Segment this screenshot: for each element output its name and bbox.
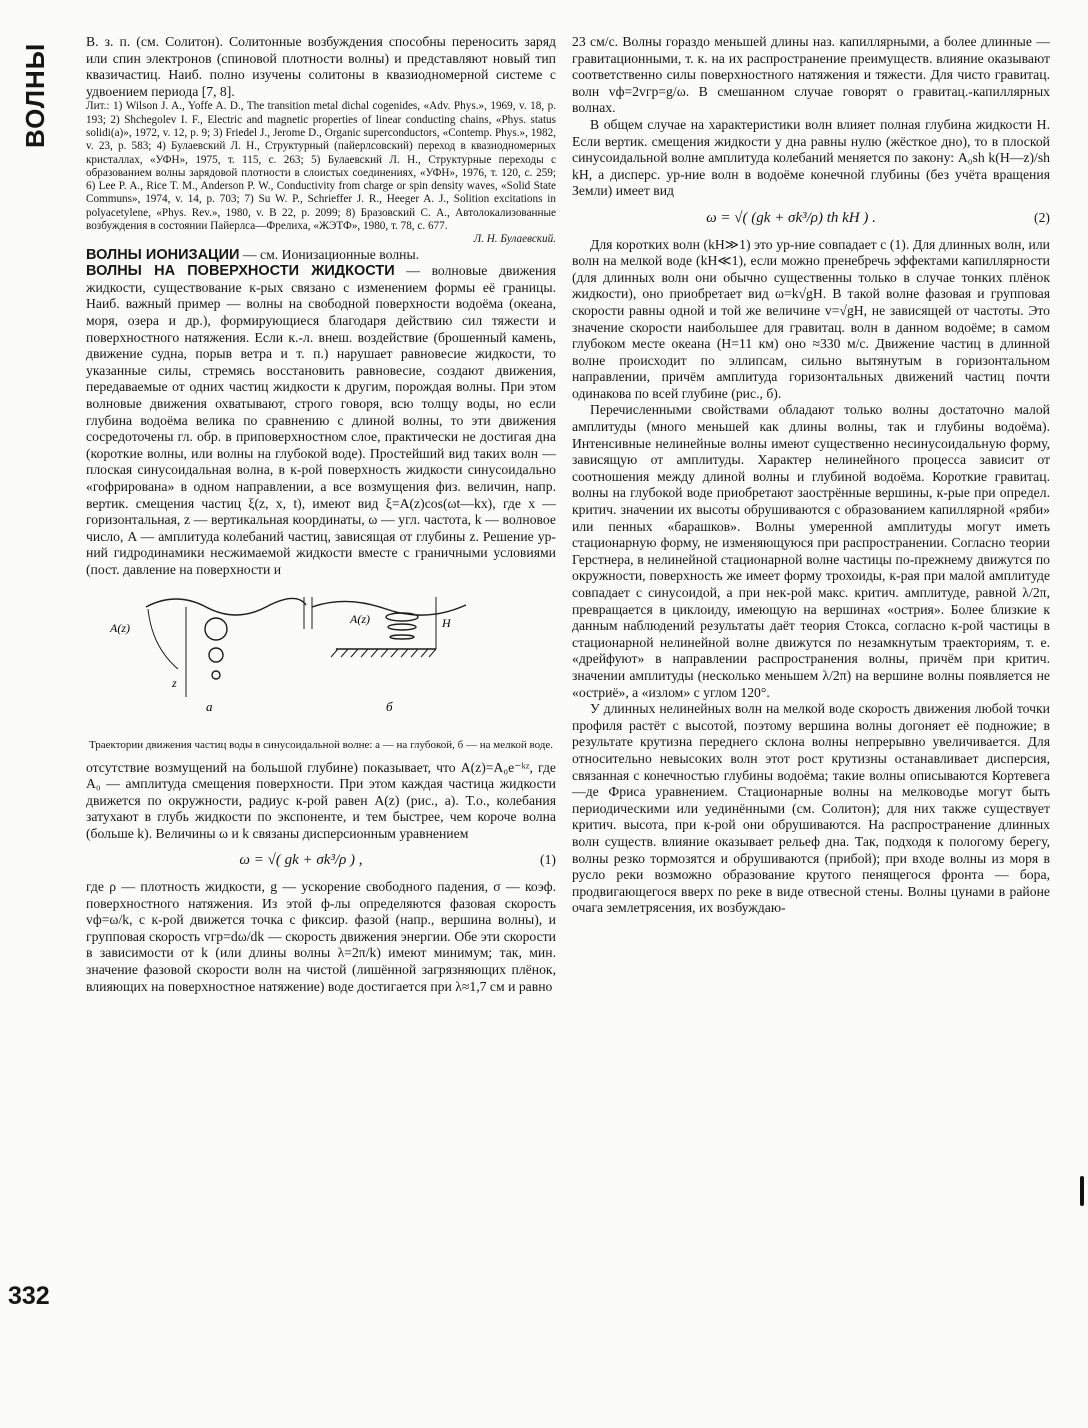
trajectory-circle-large <box>205 618 227 640</box>
headword-surface-waves: ВОЛНЫ НА ПОВЕРХНОСТИ ЖИДКОСТИ <box>86 263 395 280</box>
page-number: 332 <box>8 1282 50 1310</box>
entry-surface-waves <box>86 263 556 578</box>
formula-2-body: ω = √( (gk + σk³/ρ) th kH ) . <box>706 209 876 226</box>
scan-artifact-mark <box>1080 1176 1084 1206</box>
ellipse-1 <box>386 613 418 621</box>
entry-surface-waves-text: — волновые движения жидкости, существование к-рых связано с изменением формы её границы. Наиб. важный пример — волны на свободной поверхности водоёма (океана, моря, озера и др.), формирующиеся благодаря действию сил тяжести и поверхностного натяжения. Если к.-л. внеш. воздействие (брошенный камень, движение судна, порыв ветра и т. п.) нарушает равновесие жидкости, то указанные силы, стремясь восстановить равновесие, создают движения, передаваемые от одних частиц жидкости к другим, порождая волны. При этом волновые движения охватывают, строго говоря, всю толщу воды, но если глубина водоёма велика по сравнению с длиной волны, то эти движения сосредоточены гл. обр. в приповерхностном слое, практически не достигая дна (короткие волны, или волны на глубокой воде). Простейший вид таких волн — плоская синусоидальная волна, в к-рой поверхность жидкости синусоидально «гофрирована» в одном направлении, а все возмущения физ. величин, напр. вертик. смещения частиц ξ(z, x, t), имеют вид ξ=A(z)cos(ωt—kx), где x — горизонтальная, z — вертикальная координаты, ω — угл. частота, k — волновое число, A — амплитуда колебаний частиц, зависящая от глубины z. Решение ур-ний гидродинамики несжимаемой жидкости вместе с граничными условиями (пост. давление на поверхности и <box>86 263 556 577</box>
label-z-axis: z <box>172 675 177 690</box>
formula-1-number: (1) <box>540 852 556 868</box>
label-h: H <box>442 615 451 630</box>
paragraph-velocities: где ρ — плотность жидкости, g — ускорение свободного падения, σ — коэф. поверхностного натяжения. Из этой ф-лы определяются фазовая скорость vф=ω/k, с к-рой движется точка с фиксир. фазой (напр., вершина волны), и групповая скорость vгр=dω/dk — скорость движения энергии. Обе эти скорости в зависимости от k (или длины волны λ=2π/k) имеют минимум; так, мин. значение фазовой скорости волн на чистой (лишённой загрязняющих плёнок, влияющих на поверхностное натяжение) воде достигается при λ≈1,7 см и равно <box>86 879 556 994</box>
wave-surface-b <box>312 601 466 615</box>
label-panel-a: а <box>206 698 213 714</box>
wave-surface-a <box>146 598 306 615</box>
label-az-right: A(z) <box>350 611 370 626</box>
amplitude-decay-curve <box>148 609 178 669</box>
figure-caption: Траектории движения частиц воды в синусоидальной волне: а — на глубокой, б — на мелкой воде. <box>88 738 554 751</box>
formula-2-number: (2) <box>1034 209 1050 225</box>
left-column <box>86 34 556 995</box>
ellipse-3 <box>390 635 414 639</box>
formula-2 <box>572 210 1050 227</box>
literature-text: Лит.: 1) Wilson J. A., Yoffe A. D., The transition metal dichal cogenides, «Adv. Phys.», 1969, v. 18, p. 193; 2) Shchegolev I. F., Electric and magnetic properties of linear conducting chains, «Phys. status solidi(a)», 1972, v. 12, p. 9; 3) Friedel J., Jerome D., Organic superconductors, «Contemp. Phys.», 1982, v. 23, p. 583; 4) Булаевский Л. Н., Структурный (пайерлсовский) переход в квазиодномерных кристаллах, «УФН», 1975, т. 115, с. 263; 5) Булаевский Л. Н., Структурные переходы с образованием волны зарядовой плотности в слоистых соединениях, «УФН», 1976, т. 120, с. 259; 6) Lee P. A., Rice T. M., Anderson P. W., Conductivity from charge or spin density waves, «Solid State Communs», 1974, v. 14, p. 703; 7) Su W. P., Schrieffer J. R., Heeger A. J., Solition excitations in polyacetylene, «Phys. Rev.», 1980, v. B 22, p. 2099; 8) Бразовский С. А., Автолокализованные возбуждения в состоянии Пайерлса—Фрелиха, «ЖЭТФ», 1980, т. 78, с. 677. <box>86 100 556 233</box>
formula-1-body: ω = √( gk + σk³/ρ ) , <box>239 852 363 869</box>
right-column <box>572 34 1050 917</box>
trajectory-circle-medium <box>209 648 223 662</box>
paragraph-depth: В общем случае на характеристики волн влияет полная глубина жидкости H. Если вертик. смещения жидкости у дна равны нулю (жёсткое дно), то в плоской синусоидальной волне амплитуда колебаний меняется по закону: A₀sh k(H—z)/sh kH, а дисперс. ур-ние волн в водоёме конечной глубины (без учёта вращения Земли) имеет вид <box>572 116 1050 199</box>
paragraph-shallow-nonlinear: У длинных нелинейных волн на мелкой воде скорость движения любой точки профиля растёт с высотой, поэтому вершина волны догоняет её подножие; в результате крутизна переднего склона волны непрерывно увеличивается. Для относительно невысоких волн этот рост крутизны останавливает дисперсия, связанная с конечностью глубины водоёма; такие волны описываются Кортевега—де Фриса уравнением. Стационарные волны на мелководье могут быть периодическими или уединёнными (см. Солитон); для них также существует критич. высота, при к-рой они обрушиваются. На распространение длинных волн существ. влияние оказывает рельеф дна. Так, подходя к пологому берегу, волны резко тормозятся и обрушиваются (прибой); при входе волны из моря в русло реки возможно образование крутого пенящегося фронта — бора, продвигающегося вверх по реке в виде отвесной стены. Волны цунами в районе очага землетрясения, их возбуждаю- <box>572 701 1050 916</box>
trajectory-diagram <box>86 587 556 737</box>
formula-1 <box>86 852 556 869</box>
headword-ionization-waves: ВОЛНЫ ИОНИЗАЦИИ <box>86 246 240 263</box>
literature-list <box>86 100 556 246</box>
paragraph-capillary: 23 см/с. Волны гораздо меньшей длины наз. капиллярными, а более длинные — гравитационными, т. к. на их распространение преимуществ. влияние оказывают соответственно силы поверхностного натяжения и тяжести. Для чисто гравитац. волн vф=2vгр=g/ω. В смешанном случае говорят о гравитац.-капиллярных волнах. <box>572 34 1050 116</box>
entry-ionization-waves <box>86 247 556 264</box>
trajectory-circle-small <box>212 671 220 679</box>
paragraph-nonlinear: Перечисленными свойствами обладают только волны достаточно малой амплитуды (много меньшей как длины волны, так и глубины водоёма). Интенсивные нелинейные волны имеют существенно несинусоидальную форму, зависящую от амплитуды. Характер нелинейного процесса зависит от соотношения между длиной волны и глубиной водоёма. Короткие гравитац. волны на глубокой воде приобретают заострённые вершины, к-рые при определ. критич. значении их высоты обрушиваются с образованием капиллярной «ряби» или пенных «барашков». Волны умеренной амплитуды могут иметь стационарную форму, не изменяющуюся при распространении. Согласно теории Герстнера, в нелинейной стационарной волне частицы по-прежнему движутся по окружности, поверхность же имеет форму трохоиды, к-рая при малой амплитуде совпадает с синусоидой, а при нек-рой макс. критич. амплитуде, равной λ/2π, превращается в циклоиду, имеющую на вершинах «острия». Более близкие к данным наблюдений результаты даёт теория Стокса, согласно к-рой частицы в стационарной нелинейной волне движутся по незамкнутым траекториям, т. е. «дрейфуют» в направлении распространения волны, причём при критич. значении амплитуды (несколько меньшем λ/2π) на вершине волны появляется не «остриё», а «излом» с углом 120°. <box>572 402 1050 700</box>
ellipse-2 <box>388 624 416 630</box>
entry-ionization-text: — см. Ионизационные волны. <box>239 246 420 262</box>
label-panel-b: б <box>386 698 393 714</box>
particle-trajectory-figure <box>86 587 556 752</box>
soliton-paragraph: В. з. п. (см. Солитон). Солитонные возбуждения способны переносить заряд или спин электронов (спиновой плотности волны) и представляют новый тип квазичастиц. Наиб. полно изучены солитоны в квазиодномерной системе с удвоением периода [7, 8]. <box>86 34 556 99</box>
paragraph-short-long-waves: Для коротких волн (kH≫1) это ур-ние совпадает с (1). Для длинных волн, или волн на мелкой воде (kH≪1), если можно пренебречь эффектами капиллярности (для длинных волн они обычно существенны только в случае тонких плёнок жидкости), оно приобретает вид ω=k√gH. В такой волне фазовая и групповая скорости равны одной и той же величине v=√gH, не зависящей от частоты. Это значение скорости наибольшее для гравитац. волн в данном водоёме; в самом глубоком месте океана (H=11 км) оно ≈330 м/с. Движение частиц в длинной волне происходит по эллипсам, сильно вытянутым в горизонтальном направлении, причём амплитуда горизонтальных движений частиц почти одинакова по всей глубине (рис., б). <box>572 236 1050 401</box>
label-az-left: A(z) <box>110 620 130 635</box>
running-head: ВОЛНЫ <box>20 42 50 148</box>
literature-author: Л. Н. Булаевский. <box>473 233 556 246</box>
paragraph-dispersion-intro: отсутствие возмущений на большой глубине) показывает, что A(z)=A₀e⁻ᵏᶻ, где A₀ — амплитуда смещения поверхности. При этом каждая частица жидкости движется по окружности, радиус к-рой равен A(z) (рис., а). Т.о., колебания затухают в глубь жидкости по экспоненте, и тем быстрее, чем короче волна (больше k). Величины ω и k связаны дисперсионным уравнением <box>86 759 556 841</box>
